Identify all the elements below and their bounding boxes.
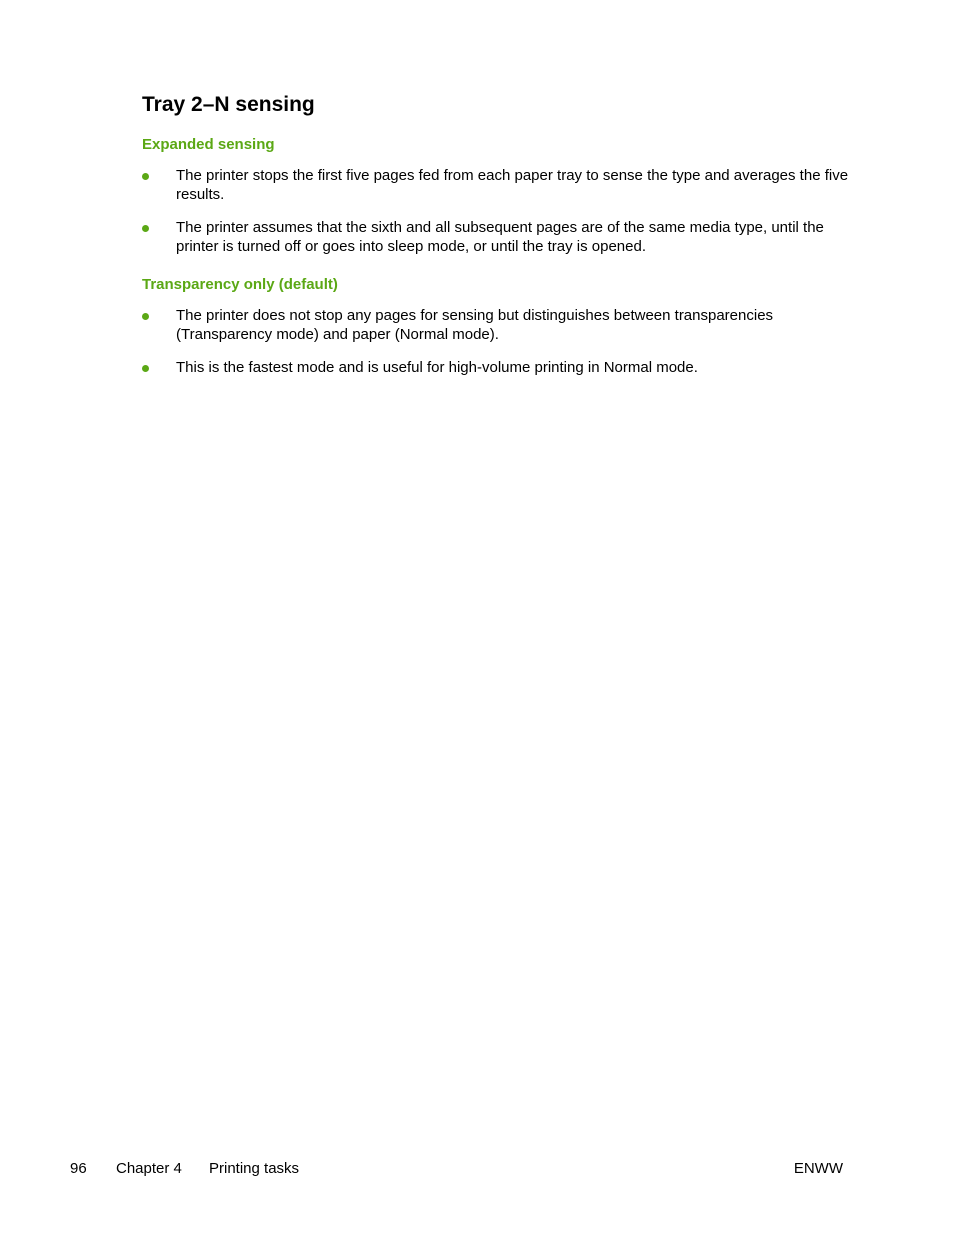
footer-chapter-title: Printing tasks [209,1160,300,1177]
section-heading-expanded-sensing: Expanded sensing [142,136,275,153]
bullet-text: This is the fastest mode and is useful for high-volume printing in Normal mode. [176,359,698,376]
bullet-text: The printer assumes that the sixth and all subsequent pages are of the same media type, until the printer is turned off or goes into sleep mode, or until the tray is opened. [176,219,824,255]
page-title: Tray 2–N sensing [142,93,315,116]
bullet-icon [142,173,149,180]
bullet-text: The printer does not stop any pages for sensing but distinguishes between transparencies (Transparency mode) and paper (Normal mode). [176,307,774,343]
list-item [142,166,854,204]
section-heading-transparency-only: Transparency only (default) [142,276,338,293]
footer-page-number: 96 [70,1160,87,1177]
footer-chapter: Chapter 4 [116,1160,182,1177]
bullet-text: The printer stops the first five pages fed from each paper tray to sense the type and averages the five results. [176,167,849,203]
bullet-icon [142,225,149,232]
list-item [142,358,854,377]
expanded-sensing-list [142,166,854,270]
footer-locale-label: ENWW [793,1160,843,1177]
transparency-only-list [142,306,854,391]
list-item [142,218,854,256]
bullet-icon [142,365,149,372]
bullet-icon [142,313,149,320]
list-item [142,306,854,344]
